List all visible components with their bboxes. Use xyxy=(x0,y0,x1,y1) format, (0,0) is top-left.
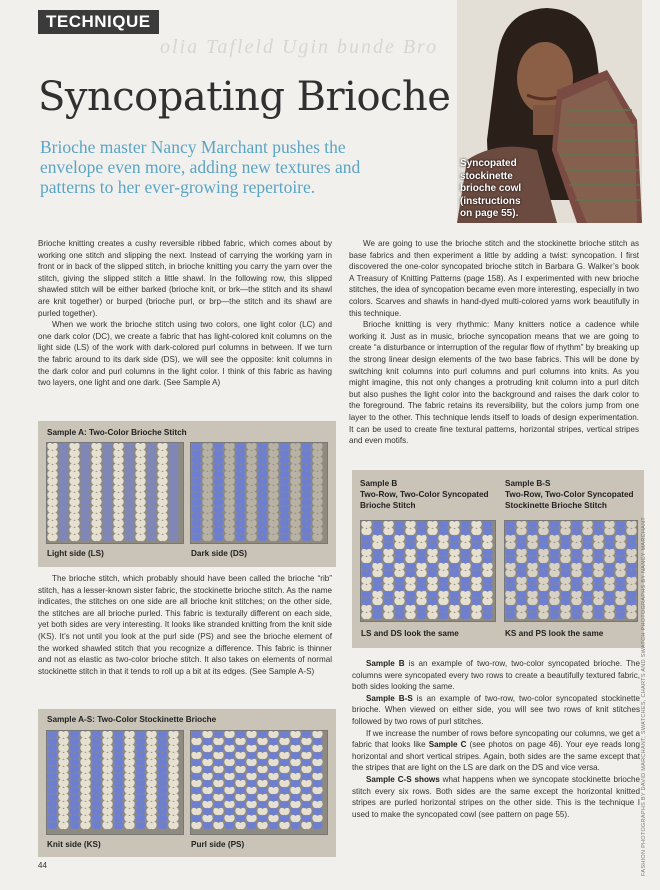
paragraph-text: If we increase the number of rows before syncopating our columns, we get a fabric that looks like xyxy=(352,728,640,750)
section-label: TECHNIQUE xyxy=(38,10,159,34)
sample-bs-title-line: Sample B-S xyxy=(505,479,551,488)
sample-a-left-label: Light side (LS) xyxy=(47,549,104,558)
paragraph xyxy=(352,658,640,693)
sample-bs-ref: Sample B-S xyxy=(366,693,413,703)
sample-b-panel xyxy=(352,470,644,648)
sample-bs-title xyxy=(505,478,634,511)
sample-cs-ref: Sample C-S shows xyxy=(366,774,440,784)
sample-bs-swatch xyxy=(504,520,638,622)
caption-line: Syncopated xyxy=(460,158,517,169)
column-2-bottom xyxy=(352,658,640,820)
paragraph: Brioche knitting is very rhythmic: Many knitters notice a cadence while working it. Just as in music, brioche syncopation means that we are going to create “a disturbance or interruption of the regular flow of rhythm” by breaking up the strong linear design elements of the two base fabrics. This will be done by switching knit columns into purl columns and purl columns into knits. As you might imagine, this not only changes a protruding knit column into a purl ditch but also pushes the light color into the background and raises the dark color to the foreground. The fabric retains its reversibility, but the colors jump from one layer to the other. This technique lends itself to loads of design experimentation. It can be used to create fine textural patterns, horizontal stripes, vertical stripes and even motifs. xyxy=(349,320,639,446)
caption-line: on page 55). xyxy=(460,208,519,219)
sample-as-purl-swatch xyxy=(190,730,328,835)
background-script-text: olia Tafleld Ugin bunde Bro xyxy=(160,36,439,58)
sample-b-ref: Sample B xyxy=(366,659,405,668)
column-2-top xyxy=(349,238,639,447)
sample-b-swatch xyxy=(360,520,496,622)
sample-bs-title-line: Stockinette Brioche Stitch xyxy=(505,501,607,510)
sample-as-right-label: Purl side (PS) xyxy=(191,840,245,849)
sample-bs-bottom-label: KS and PS look the same xyxy=(505,629,604,638)
sample-a-panel xyxy=(38,421,336,567)
article-deck: Brioche master Nancy Marchant pushes the envelope even more, adding new textures and patterns to her ever-growing repertoire. xyxy=(40,137,361,197)
paragraph-text: (see photos on page 46). Your eye reads long horizontal and short vertical stripes. Again, both sides are the same except that the stripes that are light on the LS are dark on the DS and vice versa. xyxy=(352,740,641,773)
sample-b-title-line: Brioche Stitch xyxy=(360,501,416,510)
sample-a-right-label: Dark side (DS) xyxy=(191,549,247,558)
sample-as-left-label: Knit side (KS) xyxy=(47,840,101,849)
sample-b-title-line: Sample B xyxy=(360,479,398,488)
paragraph: The brioche stitch, which probably should have been called the brioche “rib” stitch, has a lesser-known sister fabric, the stockinette brioche stitch. As the name indicates, the stitches on one side are all brioche knit stitches; on the other side, the stitches are all brioche purled. This fabric is texturally different on each side, yet both sides are very interesting. It looks like stranded knitting from the knit side (KS). It’s not until you look at the purl side (PS) and see the brioche element of the worked shawled stitch that you recognize a difference. This fabric is thinner and not as elastic as two-color brioche stitch. It also takes on elements of normal stockinette stitch in that it tends to roll up a bit at its edges. (See Sample A-S) xyxy=(38,574,332,676)
column-1-top xyxy=(38,238,332,389)
sample-a-title: Sample A: Two-Color Brioche Stitch xyxy=(47,428,187,437)
paragraph xyxy=(352,728,640,774)
sample-b-title xyxy=(360,478,489,511)
sample-b-bottom-label: LS and DS look the same xyxy=(361,629,459,638)
sample-as-panel xyxy=(38,709,336,857)
sample-c-ref: Sample C xyxy=(428,740,467,750)
paragraph xyxy=(352,774,640,820)
photo-caption xyxy=(460,158,540,221)
page-number: 44 xyxy=(38,861,47,870)
paragraph-text: is an example of two-row, two-color syncopated brioche. The columns were syncopated every two rows to create a beautifully textured fabric, both sides looking the same. xyxy=(352,659,640,692)
column-1-bottom xyxy=(38,573,332,677)
sample-b-title-line: Two-Row, Two-Color Syncopated xyxy=(360,490,489,499)
sample-bs-title-line: Two-Row, Two-Color Syncopated xyxy=(505,490,634,499)
caption-line: stockinette xyxy=(460,170,513,182)
article-title: Syncopating Brioche xyxy=(38,74,451,120)
paragraph-text: what happens when we syncopate stockinette brioche stitch every six rows. Both sides are the same except the horizontal knitted stripes are purled horizontal stripes on the other side. This is the technique I used to make the syncopated cowl (see pattern on page 55). xyxy=(352,774,640,819)
sample-a-light-swatch xyxy=(46,442,184,544)
caption-line: brioche cowl xyxy=(460,183,522,194)
paragraph-text: is an example of two-row, two-color syncopated stockinette brioche. When viewed on either side, you will see two rows of knit stitches followed by two rows of purl stitches. xyxy=(352,693,640,726)
photo-credit-text: FASHION PHOTOGRAPHS BY DAVID MARCHANT; SWATCHES, CHARTS AND SWATCH PHOTOGRAPHS BY NANCY MARCHANT xyxy=(641,516,647,876)
paragraph: When we work the brioche stitch using two colors, one light color (LC) and one dark color (DC), we create a fabric that has light-colored knit columns on the light side (LS) of the work with dark-colored purl columns in between. If we turn the fabric around to its dark side (DS), we will see the opposite: knit columns in the dark color and purl columns in the light color. I think of this fabric as having two layers, one light and one dark. (See Sample A) xyxy=(38,320,332,388)
sample-as-knit-swatch xyxy=(46,730,184,835)
sample-as-title: Sample A-S: Two-Color Stockinette Brioche xyxy=(47,715,217,724)
paragraph: We are going to use the brioche stitch and the stockinette brioche stitch as base fabrics and then experiment a little by adding a twist: syncopation. I first discovered the one-color syncopated brioche stitch in Barbara G. Walker’s book A Treasury of Knitting Patterns (page 158). As I experimented with new brioche stitches, the idea of syncopation became even more interesting, especially in two colors. Scarves and shawls in hand-dyed multi-colored yarns work beautifully in this technique. xyxy=(349,239,639,318)
paragraph xyxy=(352,693,640,728)
photo-credit xyxy=(641,476,651,876)
paragraph: Brioche knitting creates a cushy reversible ribbed fabric, which comes about by working one stitch and slipping the next. Instead of carrying the working yarn in front or in back of the slipped stitch, in brioche knitting you carry the yarn over the stitch, giving the slipped stitch a little shawl. In the following row, this slipped shawled stitch will be either barked (brioche knit, or brk—the stitch and its shawl are knit together) or burped (brioche purl, or brp—the stitch and its shawl are purled together). xyxy=(38,239,332,318)
sample-a-dark-swatch xyxy=(190,442,328,544)
caption-line: (instructions xyxy=(460,195,521,207)
